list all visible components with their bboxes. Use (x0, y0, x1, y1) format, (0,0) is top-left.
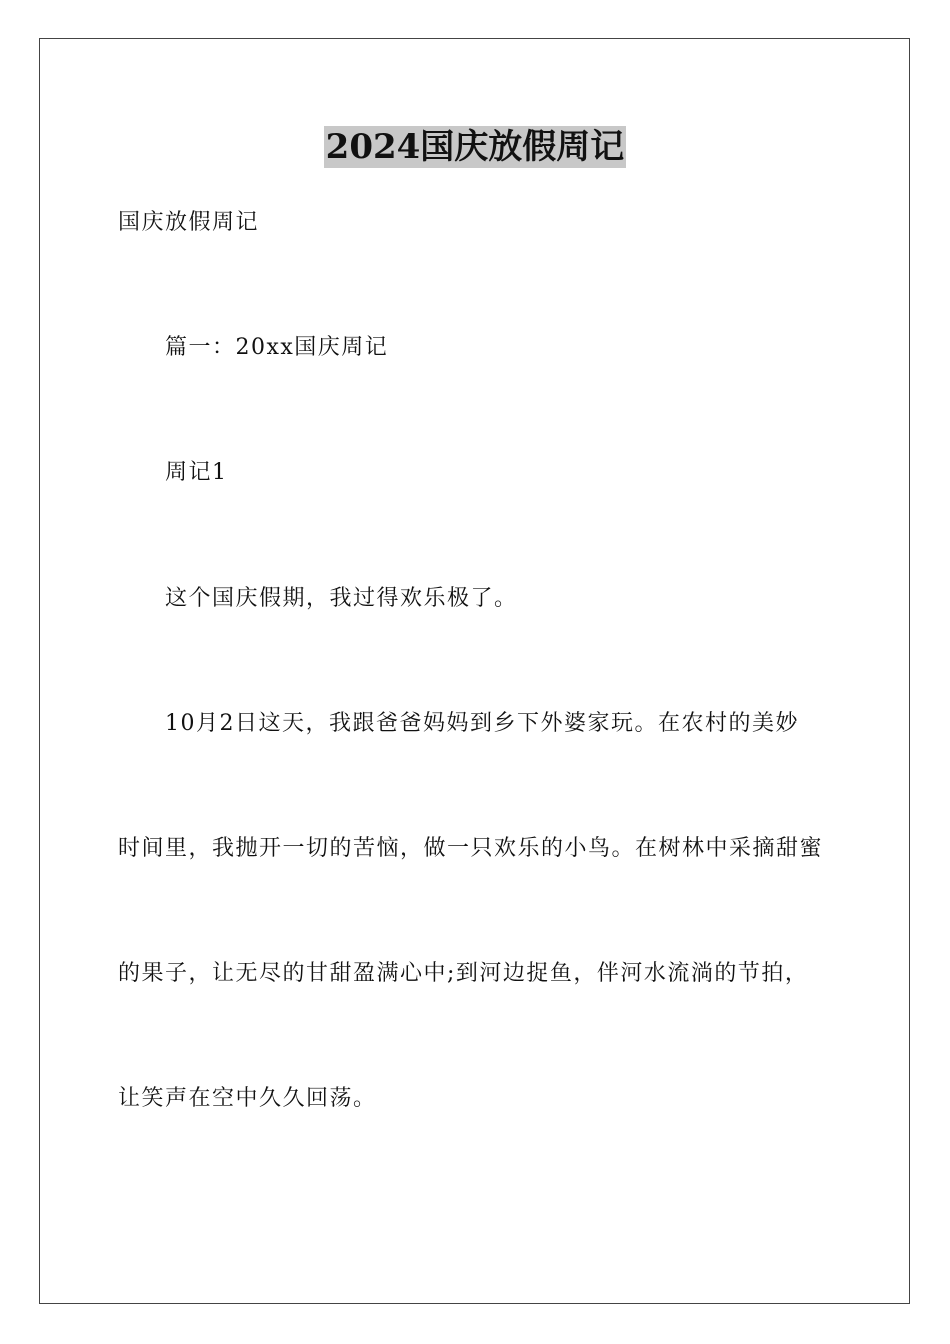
paragraph-line: 这个国庆假期，我过得欢乐极了。 (165, 586, 518, 611)
subtitle-line: 国庆放假周记 (118, 210, 260, 235)
section-heading: 篇一：20xx国庆周记 (165, 335, 389, 360)
paragraph-line: 让笑声在空中久久回荡。 (118, 1086, 377, 1111)
paragraph-line: 的果子，让无尽的甘甜盈满心中;到河边捉鱼，伴河水流淌的节拍， (118, 961, 809, 986)
paragraph-line: 时间里，我抛开一切的苦恼，做一只欢乐的小鸟。在树林中采摘甜蜜 (118, 836, 824, 861)
title-container (0, 126, 950, 168)
entry-heading: 周记1 (165, 460, 228, 485)
paragraph-line: 10月2日这天，我跟爸爸妈妈到乡下外婆家玩。在农村的美妙 (165, 711, 799, 736)
document-title: 2024国庆放假周记 (325, 127, 625, 167)
